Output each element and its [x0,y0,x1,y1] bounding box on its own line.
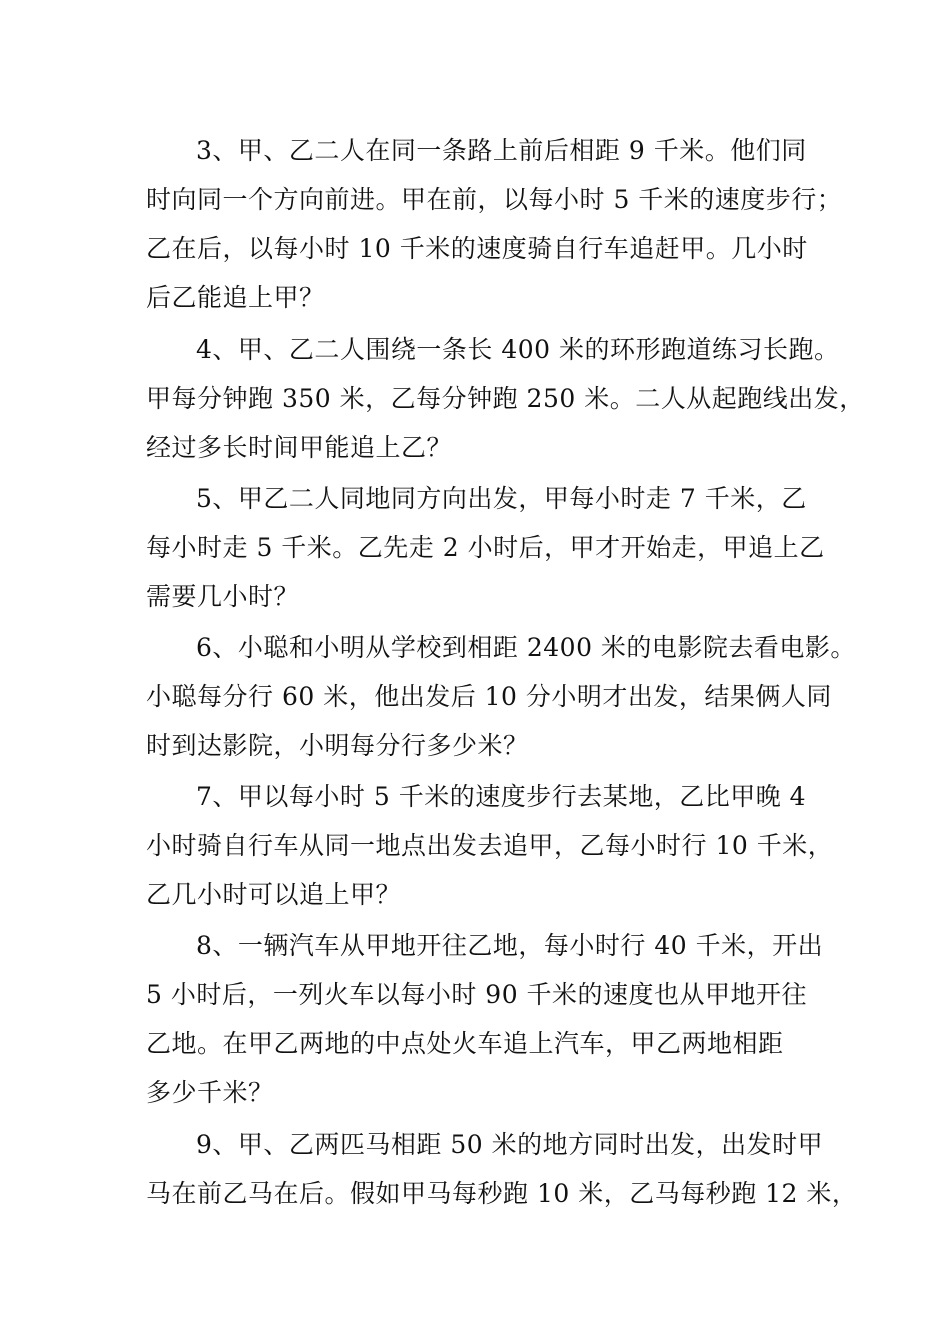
problem-8-line-1: 8、一辆汽车从甲地开往乙地，每小时行 40 千米，开出 [196,931,824,960]
problem-3-line-3: 乙在后，以每小时 10 千米的速度骑自行车追赶甲。几小时 [146,234,808,263]
problem-3-line-4: 后乙能追上甲？ [146,283,325,312]
problem-6-line-1: 6、小聪和小明从学校到相距 2400 米的电影院去看电影。 [196,633,856,662]
problem-4-line-3: 经过多长时间甲能追上乙？ [146,433,453,462]
problem-8-line-4: 多少千米？ [146,1078,274,1107]
problem-6-line-2: 小聪每分行 60 米，他出发后 10 分小明才出发，结果俩人同 [146,682,832,711]
problem-4-line-1: 4、甲、乙二人围绕一条长 400 米的环形跑道练习长跑。 [196,335,840,364]
problem-9-line-2: 马在前乙马在后。假如甲马每秒跑 10 米，乙马每秒跑 12 米， [146,1179,858,1208]
problem-7-line-1: 7、甲以每小时 5 千米的速度步行去某地，乙比甲晚 4 [196,782,807,811]
problem-3-line-2: 时向同一个方向前进。甲在前，以每小时 5 千米的速度步行； [146,185,843,214]
problem-4-line-2: 甲每分钟跑 350 米，乙每分钟跑 250 米。二人从起跑线出发， [146,384,865,413]
problem-9-line-1: 9、甲、乙两匹马相距 50 米的地方同时出发，出发时甲 [196,1130,824,1159]
problem-5-line-2: 每小时走 5 千米。乙先走 2 小时后，甲才开始走，甲追上乙 [146,533,825,562]
problem-7-line-3: 乙几小时可以追上甲？ [146,880,402,909]
problem-6-line-3: 时到达影院，小明每分行多少米？ [146,731,529,760]
problem-5-line-1: 5、甲乙二人同地同方向出发，甲每小时走 7 千米，乙 [196,484,807,513]
problem-5-line-3: 需要几小时？ [146,582,300,611]
problem-8-line-3: 乙地。在甲乙两地的中点处火车追上汽车，甲乙两地相距 [146,1029,784,1058]
problem-7-line-2: 小时骑自行车从同一地点出发去追甲，乙每小时行 10 千米， [146,831,834,860]
problem-8-line-2: 5 小时后，一列火车以每小时 90 千米的速度也从甲地开往 [146,980,808,1009]
problem-3-line-1: 3、甲、乙二人在同一条路上前后相距 9 千米。他们同 [196,136,807,165]
